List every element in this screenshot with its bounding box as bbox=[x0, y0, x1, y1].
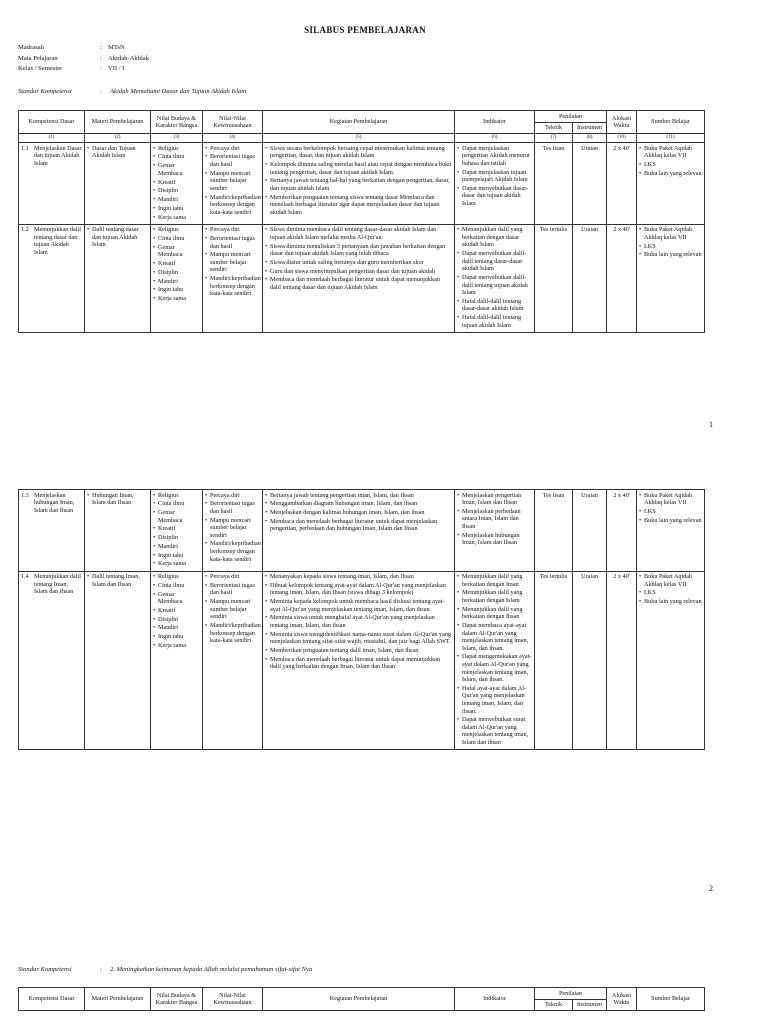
list-item: • Menjelaskan hubungan Iman, Islam dan Ihsan bbox=[457, 532, 532, 547]
list-item: • Mandiri/kepribadian berkonsep dengan kata-kata sendiri bbox=[205, 194, 260, 217]
cell-teknik: Tes tertulis bbox=[535, 224, 573, 332]
cell-sumber bbox=[637, 490, 705, 572]
cell-sumber bbox=[637, 571, 705, 750]
list-item: • Kerja sama bbox=[153, 642, 200, 650]
list-item: • Buku Paket Aqidah Akhlaq kelas VII bbox=[639, 145, 702, 160]
list-item: • Religius bbox=[153, 145, 200, 153]
meta-label: Kelas / Semester bbox=[18, 65, 63, 72]
cell-alokasi: 2 x 40' bbox=[607, 490, 637, 572]
cell-nilai-wirausaha bbox=[203, 571, 263, 750]
list-item: • Siswa diatur untuk saling bertanya dan guru memberikan skor bbox=[265, 259, 452, 267]
cell-kompetensi-dasar bbox=[19, 224, 85, 332]
cell-kompetensi-dasar bbox=[19, 490, 85, 572]
list-item: • Menggambarkan diagram hubungan iman, Islam, dan ihsan bbox=[265, 500, 452, 508]
list-item: • Disiplin bbox=[153, 269, 200, 277]
list-item: • Dasar dan Tujuan Akidah Islam bbox=[87, 145, 148, 160]
list-item: • Buku lain yang relevan bbox=[639, 170, 702, 178]
meta-value: Akidah-Akhlak bbox=[108, 54, 150, 62]
meta-row-madrasah: Madrasah : MTsN bbox=[18, 44, 149, 55]
cell-materi bbox=[85, 224, 151, 332]
list-item: • Siswa diminta membaca dalil tentang dasar-dasar akidah Islam dan tujuan akidah Islam melalui media Al-Qur'an bbox=[265, 226, 452, 241]
list-item: • Menjelaskan pengertian Iman, Islam dan Ihsan bbox=[457, 492, 532, 507]
list-item: • Memberikan penguatan tentang siswa tentang dasar Membaca dan menelaah berbagai literatur agar dapat menjelaskan dasar dan tujuan akidah Islam bbox=[265, 194, 452, 217]
table-row bbox=[19, 490, 705, 572]
list-item: • Siswa secara berkelompok bersaing cepat menemukan kalimat tentang pengertian, dasar, dan tujuan akidah Islam bbox=[265, 145, 452, 160]
cell-indikator bbox=[455, 143, 535, 225]
header-nilai-budaya: Nilai Budaya & Karakter Bangsa bbox=[151, 111, 203, 134]
list-item: • Mampu mencari sumber belajar sendiri bbox=[205, 251, 260, 274]
document-meta bbox=[18, 44, 149, 76]
header-teknik: Teknik bbox=[535, 122, 573, 134]
header-penilaian: Penilaian bbox=[535, 988, 607, 1000]
list-item: • Berorientasi tugas dan hasil bbox=[205, 582, 260, 597]
list-item: • Hafal dalil-dalil tentang tujuan akidah Islam bbox=[457, 314, 532, 329]
cell-nilai-budaya bbox=[151, 143, 203, 225]
list-item: • Mampu mencari sumber belajar sendiri bbox=[205, 598, 260, 621]
table-row bbox=[19, 143, 705, 225]
standar-kompetensi-2: Standar Kompetensi : 2. Meningkatkan keimanan kepada Allah melalui pemahaman sifat-sifat Nya bbox=[18, 966, 313, 973]
list-item: • Ingin tahu bbox=[153, 633, 200, 641]
list-item: • Cinta ilmu bbox=[153, 153, 200, 161]
list-item: • Hafal ayat-ayat dalam Al-Qur'an yang menjelaskan tentang iman, Islam, dan ihsan. bbox=[457, 685, 532, 715]
list-item: • LKS bbox=[639, 589, 702, 597]
list-item: • Mandiri bbox=[153, 278, 200, 286]
page-number: 2 bbox=[709, 884, 713, 893]
kd-text: Menunjukkan dalil tentang Iman, Islam dan Ihsan bbox=[34, 573, 81, 596]
cell-kompetensi-dasar bbox=[19, 143, 85, 225]
cell-nilai-wirausaha bbox=[203, 490, 263, 572]
header-sumber: Sumber Belajar bbox=[637, 111, 705, 134]
list-item: • Kreatif bbox=[153, 525, 200, 533]
list-item: • Bertanya jawab tentang hal-hal yang berkaitan dengan pengertian, dasar, dan tujuan akidah Islam bbox=[265, 177, 452, 192]
list-item: • Disiplin bbox=[153, 616, 200, 624]
list-item: • Ingin tahu bbox=[153, 205, 200, 213]
list-item: • Gemar Membaca bbox=[153, 591, 200, 606]
list-item: • Berorientasi tugas dan hasil bbox=[205, 235, 260, 250]
list-item: • Meminta siswa mengidentifikasi nama-nama surat dalam Al-Qur'an yang menjelaskan tentang sifat-sifat wajib, mustahil, dan jaiz bagi Allah SWT. bbox=[265, 631, 452, 646]
list-item: • Mandiri bbox=[153, 624, 200, 632]
cell-teknik: Tes tertulis bbox=[535, 571, 573, 750]
list-item: • LKS bbox=[639, 508, 702, 516]
header-kompetensi-dasar: Kompetensi Dasar bbox=[19, 111, 85, 134]
list-item: • Guru dan siswa menyimpulkan pengertian dasar dan tujuan akidah bbox=[265, 268, 452, 276]
header-kegiatan: Kegiatan Pembelajaran bbox=[263, 988, 455, 1011]
list-item: • Memberikan penguatan tentang dalil iman, Islam, dan ihsan bbox=[265, 647, 452, 655]
document-title: SILABUS PEMBELAJARAN bbox=[304, 25, 426, 35]
cell-instrumen: Uraian bbox=[573, 571, 607, 750]
list-item: • Mampu mencari sumber belajar sendiri bbox=[205, 170, 260, 193]
list-item: • Religius bbox=[153, 492, 200, 500]
header-kompetensi-dasar: Kompetensi Dasar bbox=[19, 988, 85, 1011]
list-item: • Gemar Membaca bbox=[153, 509, 200, 524]
cell-teknik: Tes lisan bbox=[535, 143, 573, 225]
list-item: • Dapat membaca ayat-ayat dalam Al-Qur'an yang menjelaskan tentang iman, Islam, dan ihsan. bbox=[457, 622, 532, 652]
list-item: • Mandiri/kepribadian berkonsep dengan kata-kata sendiri bbox=[205, 275, 260, 298]
meta-label: Mata Pelajaran bbox=[18, 54, 58, 62]
cell-alokasi: 2 x 40' bbox=[607, 224, 637, 332]
meta-value: MTsN bbox=[108, 44, 125, 51]
list-item: • Dalil tentang dasar dan tujuan Akidah Islam bbox=[87, 226, 148, 249]
list-item: • Buku lain yang relevan bbox=[639, 598, 702, 606]
column-number: (5) bbox=[263, 134, 455, 143]
cell-materi bbox=[85, 571, 151, 750]
header-instrumen: Instrumen bbox=[573, 122, 607, 134]
meta-value: VII / I bbox=[108, 65, 125, 72]
list-item: • Menjelaskan perbedaan antara Iman, Islam dan Ihsan bbox=[457, 508, 532, 531]
cell-materi bbox=[85, 490, 151, 572]
list-item: • Dibuat kelompok tentang ayat-ayat dalam Al-Qur'an yang menjelaskan tentang iman, Islam, dan Ihsan (siswa dibagi 3 kelompok) bbox=[265, 582, 452, 597]
column-number: (6) bbox=[455, 134, 535, 143]
list-item: • Dapat menyebutkan dalil-dalil tentang dasar-dasar akidah Islam bbox=[457, 250, 532, 273]
column-number: (10) bbox=[607, 134, 637, 143]
cell-indikator bbox=[455, 490, 535, 572]
header-indikator: Indikator bbox=[455, 988, 535, 1011]
list-item: • Dapat menyebutkan dalil-dalil tentang tujuan akidah Islam bbox=[457, 274, 532, 297]
list-item: • Religius bbox=[153, 573, 200, 581]
list-item: • Bertanya jawab tentang pengertian iman, Islam, dan Ihsan bbox=[265, 492, 452, 500]
list-item: • Dapat menjelaskan pengertian Akidah menurut bahasa dan istilah bbox=[457, 145, 532, 168]
list-item: • Hafal dalil-dalil tentang dasar-dasar akidah Islam bbox=[457, 298, 532, 313]
cell-materi bbox=[85, 143, 151, 225]
list-item: • Percaya diri bbox=[205, 145, 260, 153]
sk-label: Standar Kompetensi bbox=[18, 88, 72, 95]
kd-text: Menjelaskan hubungan Iman, Islam dan Ihsan bbox=[34, 491, 75, 514]
header-indikator: Indikator bbox=[455, 111, 535, 134]
kd-number: 1.2 bbox=[21, 226, 29, 234]
cell-kegiatan bbox=[263, 490, 455, 572]
table-row bbox=[19, 224, 705, 332]
column-number: (7) bbox=[535, 134, 573, 143]
column-number: (8) bbox=[573, 134, 607, 143]
column-number: (4) bbox=[203, 134, 263, 143]
header-materi: Materi Pembelajaran bbox=[85, 988, 151, 1011]
list-item: • Mandiri bbox=[153, 196, 200, 204]
list-item: • Percaya diri bbox=[205, 226, 260, 234]
list-item: • Menunjukkan dalil yang berkaitan dengan dasar akidah Islam bbox=[457, 226, 532, 249]
cell-kegiatan bbox=[263, 571, 455, 750]
header-sumber: Sumber Belajar bbox=[637, 988, 705, 1011]
header-teknik: Teknik bbox=[535, 999, 573, 1011]
sk-label: Standar Kompetensi bbox=[18, 966, 72, 973]
list-item: • Menunjukkan dalil yang berkaitan dengan Ihsan bbox=[457, 606, 532, 621]
list-item: • Membaca dan menelaah berbagai literatur untuk dapat menjelaskan pengertian, perbedaan dan hubungan Iman, Islam dan Ihsan bbox=[265, 518, 452, 533]
list-item: • Buku Paket Aqidah Akhlaq kelas VII bbox=[639, 492, 702, 507]
list-item: • Mandiri/kepribadian berkonsep dengan kata-kata sendiri bbox=[205, 540, 260, 563]
list-item: • Kelompok diminta saling menilai hasil atau cepat dengan membaca buku tentang pengertian, dasar dan tujuan akidah Islam. bbox=[265, 161, 452, 176]
cell-instrumen: Uraian bbox=[573, 224, 607, 332]
list-item: • Membaca dan menelaah berbagai literatur untuk dapat menunjukkan dalil tentang dasar dan tujuan Akidah Islam bbox=[265, 276, 452, 291]
list-item: • Menanyakan kepada siswa tentang iman, Islam, dan Ihsan bbox=[265, 573, 452, 581]
table-row bbox=[19, 571, 705, 750]
list-item: • Dalil tentang Iman, Islam dan Ihsan bbox=[87, 573, 148, 588]
cell-alokasi: 2 x 40' bbox=[607, 571, 637, 750]
list-item: • Menjelaskan dengan kalimat hubungan iman, Islam, dan ihsan bbox=[265, 509, 452, 517]
sk-value: Akidah Memahami Dasar dan Tujuan Akidah Islam bbox=[110, 88, 247, 95]
header-kegiatan: Kegiatan Pembelajaran bbox=[263, 111, 455, 134]
list-item: • Meminta siswa untuk menghafal ayat Al-Qur'an yang menjelaskan tentang iman, Islam, dan ihsan bbox=[265, 614, 452, 629]
sk-value: 2. Meningkatkan keimanan kepada Allah melalui pemahaman sifat-sifat Nya bbox=[110, 966, 313, 973]
kd-number: 1.1 bbox=[21, 144, 29, 152]
cell-instrumen: Uraian bbox=[573, 143, 607, 225]
list-item: • Mampu mencari sumber belajar sendiri bbox=[205, 517, 260, 540]
cell-indikator bbox=[455, 224, 535, 332]
cell-sumber bbox=[637, 224, 705, 332]
list-item: • Menunjukkan dalil yang berkaitan dengan Islam bbox=[457, 589, 532, 604]
list-item: • Percaya diri bbox=[205, 573, 260, 581]
list-item: • Kerja sama bbox=[153, 560, 200, 568]
list-item: • Buku Paket Aqidah Akhlaq kelas VII bbox=[639, 226, 702, 241]
column-number: (2) bbox=[85, 134, 151, 143]
list-item: • Percaya diri bbox=[205, 492, 260, 500]
list-item: • Ingin tahu bbox=[153, 286, 200, 294]
list-item: • Kerja sama bbox=[153, 295, 200, 303]
header-alokasi: Alokasi Waktu bbox=[607, 111, 637, 134]
header-nilai-wirausaha: Nilai-Nilai Kewirausahaan bbox=[203, 111, 263, 134]
list-item: • Kreatif bbox=[153, 179, 200, 187]
list-item: • Berorientasi tugas dan hasil bbox=[205, 500, 260, 515]
list-item: • Gemar Membaca bbox=[153, 162, 200, 177]
cell-nilai-wirausaha bbox=[203, 143, 263, 225]
kd-number: 1.4 bbox=[21, 573, 29, 581]
kd-text: Menjelaskan Dasar dan tujuan Akidah Islam bbox=[34, 144, 82, 167]
list-item: • Mandiri bbox=[153, 543, 200, 551]
list-item: • Mandiri/kepribadian berkonsep dengan kata-kata sendiri bbox=[205, 622, 260, 645]
column-number: (1) bbox=[19, 134, 85, 143]
list-item: • Disiplin bbox=[153, 187, 200, 195]
list-item: • Kreatif bbox=[153, 607, 200, 615]
cell-kegiatan bbox=[263, 224, 455, 332]
list-item: • Kerja sama bbox=[153, 214, 200, 222]
list-item: • Dapat mengemukakan ayat-ayat dalam Al-Qur'an yang menjelaskan tentang iman, Islam, dan ihsan. bbox=[457, 653, 532, 683]
cell-kegiatan bbox=[263, 143, 455, 225]
silabus-table-page-3 bbox=[18, 987, 705, 1011]
list-item: • Kreatif bbox=[153, 260, 200, 268]
meta-row-kelas: Kelas / Semester : VII / I bbox=[18, 65, 149, 76]
cell-kompetensi-dasar bbox=[19, 571, 85, 750]
cell-nilai-wirausaha bbox=[203, 224, 263, 332]
list-item: • Ingin tahu bbox=[153, 552, 200, 560]
standar-kompetensi-1: Standar Kompetensi : Akidah Memahami Dasar dan Tujuan Akidah Islam bbox=[18, 88, 247, 95]
list-item: • Menunjukkan dalil yang berkaitan dengan Iman bbox=[457, 573, 532, 588]
list-item: • Siswa diminta menuliskan 3 pertanyaan dan jawaban berkaitan dengan dasar dan tujuan akidah Islam yang telah dibaca bbox=[265, 243, 452, 258]
cell-alokasi: 2 x 40' bbox=[607, 143, 637, 225]
list-item: • Dapat menjelaskan tujuan mempelajari Akidah Islam bbox=[457, 169, 532, 184]
list-item: • Berorientasi tugas dan hasil bbox=[205, 153, 260, 168]
list-item: • Meminta kepada kelompok untuk membaca hasil diskusi tentang ayat-ayat Al-Qur'an yang menjelaskan tentang iman, Islam, dan ihsan bbox=[265, 598, 452, 613]
header-instrumen: Instrumen bbox=[573, 999, 607, 1011]
silabus-table-page-1 bbox=[18, 110, 705, 333]
header-alokasi: Alokasi Waktu bbox=[607, 988, 637, 1011]
header-nilai-budaya: Nilai Budaya & Karakter Bangsa bbox=[151, 988, 203, 1011]
list-item: • Buku lain yang relevan bbox=[639, 251, 702, 259]
list-item: • Hubungan Iman, Islam dan Ihsan bbox=[87, 492, 148, 507]
header-materi: Materi Pembelajaran bbox=[85, 111, 151, 134]
cell-indikator bbox=[455, 571, 535, 750]
header-nilai-wirausaha: Nilai-Nilai Kewirausahaan bbox=[203, 988, 263, 1011]
page-number: 1 bbox=[709, 420, 713, 429]
list-item: • Dapat menyebutkan surat dalam Al-Qur'an yang menjelaskan tentang iman, Islam dan ihsan bbox=[457, 716, 532, 746]
kd-number: 1.3 bbox=[21, 491, 29, 499]
list-item: • Dapat menyebutkan dasar-dasar dan tujuan akidah Islam bbox=[457, 185, 532, 208]
list-item: • LKS bbox=[639, 161, 702, 169]
list-item: • Membaca dan menelaah berbagai literatur untuk dapat menunjukkan dalil yang berkaitan dengan Iman, Islam dan Ihsan bbox=[265, 656, 452, 671]
kd-text: Menunjukkan dalil tentang dasar dan tujuan Akidah Islam bbox=[34, 226, 81, 256]
meta-label: Madrasah bbox=[18, 44, 44, 51]
list-item: • Gemar Membaca bbox=[153, 244, 200, 259]
meta-row-mapel: Mata Pelajaran : Akidah-Akhlak bbox=[18, 55, 149, 66]
header-penilaian: Penilaian bbox=[535, 111, 607, 123]
cell-teknik: Tes lisan bbox=[535, 490, 573, 572]
list-item: • LKS bbox=[639, 243, 702, 251]
list-item: • Religius bbox=[153, 226, 200, 234]
list-item: • Disiplin bbox=[153, 534, 200, 542]
cell-nilai-budaya bbox=[151, 224, 203, 332]
list-item: • Cinta ilmu bbox=[153, 582, 200, 590]
list-item: • Cinta ilmu bbox=[153, 500, 200, 508]
cell-sumber bbox=[637, 143, 705, 225]
silabus-table-page-2 bbox=[18, 489, 705, 750]
cell-nilai-budaya bbox=[151, 490, 203, 572]
column-number: (3) bbox=[151, 134, 203, 143]
list-item: • Buku Paket Aqidah Akhlaq kelas VII bbox=[639, 573, 702, 588]
list-item: • Buku lain yang relevan bbox=[639, 517, 702, 525]
list-item: • Cinta ilmu bbox=[153, 235, 200, 243]
column-number: (11) bbox=[637, 134, 705, 143]
cell-nilai-budaya bbox=[151, 571, 203, 750]
cell-instrumen: Uraian bbox=[573, 490, 607, 572]
